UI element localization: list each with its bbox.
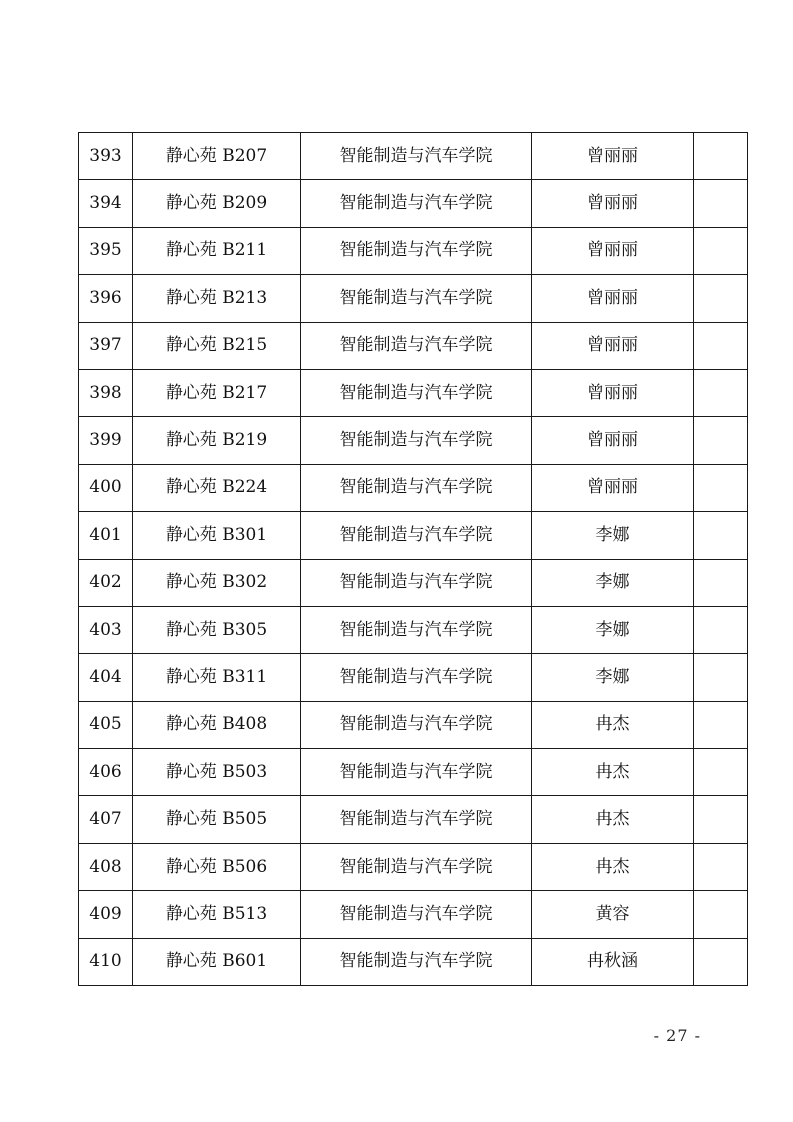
table-row — [79, 559, 748, 606]
table-row — [79, 796, 748, 843]
person-cell: 冉秋涵 — [532, 938, 694, 985]
person-cell: 曾丽丽 — [532, 417, 694, 464]
person-cell: 冉杰 — [532, 701, 694, 748]
college-cell: 智能制造与汽车学院 — [301, 559, 532, 606]
table-row — [79, 843, 748, 890]
college-cell: 智能制造与汽车学院 — [301, 275, 532, 322]
room-cell: 静心苑 B215 — [133, 322, 301, 369]
remark-cell — [694, 843, 748, 890]
remark-cell — [694, 464, 748, 511]
remark-cell — [694, 749, 748, 796]
remark-cell — [694, 654, 748, 701]
person-cell: 曾丽丽 — [532, 133, 694, 180]
room-cell: 静心苑 B207 — [133, 133, 301, 180]
person-cell: 曾丽丽 — [532, 180, 694, 227]
table-row — [79, 606, 748, 653]
row-number-cell: 394 — [79, 180, 133, 227]
room-cell: 静心苑 B505 — [133, 796, 301, 843]
room-cell: 静心苑 B503 — [133, 749, 301, 796]
row-number-cell: 400 — [79, 464, 133, 511]
person-cell: 冉杰 — [532, 843, 694, 890]
remark-cell — [694, 796, 748, 843]
table-row — [79, 701, 748, 748]
row-number-cell: 395 — [79, 227, 133, 274]
person-cell: 李娜 — [532, 512, 694, 559]
college-cell: 智能制造与汽车学院 — [301, 891, 532, 938]
remark-cell — [694, 322, 748, 369]
table-body — [79, 133, 748, 986]
remark-cell — [694, 133, 748, 180]
college-cell: 智能制造与汽车学院 — [301, 180, 532, 227]
college-cell: 智能制造与汽车学院 — [301, 796, 532, 843]
row-number-cell: 399 — [79, 417, 133, 464]
person-cell: 李娜 — [532, 606, 694, 653]
remark-cell — [694, 938, 748, 985]
room-cell: 静心苑 B213 — [133, 275, 301, 322]
remark-cell — [694, 227, 748, 274]
person-cell: 冉杰 — [532, 749, 694, 796]
table-row — [79, 938, 748, 985]
remark-cell — [694, 701, 748, 748]
college-cell: 智能制造与汽车学院 — [301, 322, 532, 369]
college-cell: 智能制造与汽车学院 — [301, 464, 532, 511]
row-number-cell: 408 — [79, 843, 133, 890]
person-cell: 曾丽丽 — [532, 227, 694, 274]
room-cell: 静心苑 B311 — [133, 654, 301, 701]
row-number-cell: 402 — [79, 559, 133, 606]
person-cell: 曾丽丽 — [532, 322, 694, 369]
person-cell: 李娜 — [532, 654, 694, 701]
person-cell: 曾丽丽 — [532, 369, 694, 416]
person-cell: 冉杰 — [532, 796, 694, 843]
room-cell: 静心苑 B301 — [133, 512, 301, 559]
table-row — [79, 417, 748, 464]
college-cell: 智能制造与汽车学院 — [301, 512, 532, 559]
room-cell: 静心苑 B219 — [133, 417, 301, 464]
room-cell: 静心苑 B224 — [133, 464, 301, 511]
room-cell: 静心苑 B506 — [133, 843, 301, 890]
college-cell: 智能制造与汽车学院 — [301, 843, 532, 890]
row-number-cell: 406 — [79, 749, 133, 796]
person-cell: 黄容 — [532, 891, 694, 938]
remark-cell — [694, 275, 748, 322]
row-number-cell: 410 — [79, 938, 133, 985]
dormitory-table — [78, 132, 748, 986]
college-cell: 智能制造与汽车学院 — [301, 938, 532, 985]
room-cell: 静心苑 B408 — [133, 701, 301, 748]
remark-cell — [694, 559, 748, 606]
table-row — [79, 322, 748, 369]
row-number-cell: 393 — [79, 133, 133, 180]
person-cell: 曾丽丽 — [532, 464, 694, 511]
college-cell: 智能制造与汽车学院 — [301, 227, 532, 274]
row-number-cell: 398 — [79, 369, 133, 416]
table-row — [79, 180, 748, 227]
college-cell: 智能制造与汽车学院 — [301, 749, 532, 796]
room-cell: 静心苑 B217 — [133, 369, 301, 416]
remark-cell — [694, 180, 748, 227]
table-row — [79, 654, 748, 701]
college-cell: 智能制造与汽车学院 — [301, 133, 532, 180]
row-number-cell: 396 — [79, 275, 133, 322]
room-cell: 静心苑 B513 — [133, 891, 301, 938]
remark-cell — [694, 891, 748, 938]
table-row — [79, 891, 748, 938]
college-cell: 智能制造与汽车学院 — [301, 369, 532, 416]
room-cell: 静心苑 B601 — [133, 938, 301, 985]
table-row — [79, 275, 748, 322]
row-number-cell: 407 — [79, 796, 133, 843]
remark-cell — [694, 512, 748, 559]
college-cell: 智能制造与汽车学院 — [301, 654, 532, 701]
room-cell: 静心苑 B211 — [133, 227, 301, 274]
person-cell: 李娜 — [532, 559, 694, 606]
remark-cell — [694, 369, 748, 416]
table-row — [79, 369, 748, 416]
table-row — [79, 464, 748, 511]
row-number-cell: 403 — [79, 606, 133, 653]
row-number-cell: 404 — [79, 654, 133, 701]
room-cell: 静心苑 B302 — [133, 559, 301, 606]
table-row — [79, 227, 748, 274]
remark-cell — [694, 606, 748, 653]
college-cell: 智能制造与汽车学院 — [301, 417, 532, 464]
row-number-cell: 405 — [79, 701, 133, 748]
remark-cell — [694, 417, 748, 464]
page-number: - 27 - — [653, 1026, 701, 1045]
table-row — [79, 749, 748, 796]
row-number-cell: 409 — [79, 891, 133, 938]
person-cell: 曾丽丽 — [532, 275, 694, 322]
row-number-cell: 401 — [79, 512, 133, 559]
table-row — [79, 133, 748, 180]
table-row — [79, 512, 748, 559]
room-cell: 静心苑 B209 — [133, 180, 301, 227]
row-number-cell: 397 — [79, 322, 133, 369]
college-cell: 智能制造与汽车学院 — [301, 606, 532, 653]
college-cell: 智能制造与汽车学院 — [301, 701, 532, 748]
room-cell: 静心苑 B305 — [133, 606, 301, 653]
